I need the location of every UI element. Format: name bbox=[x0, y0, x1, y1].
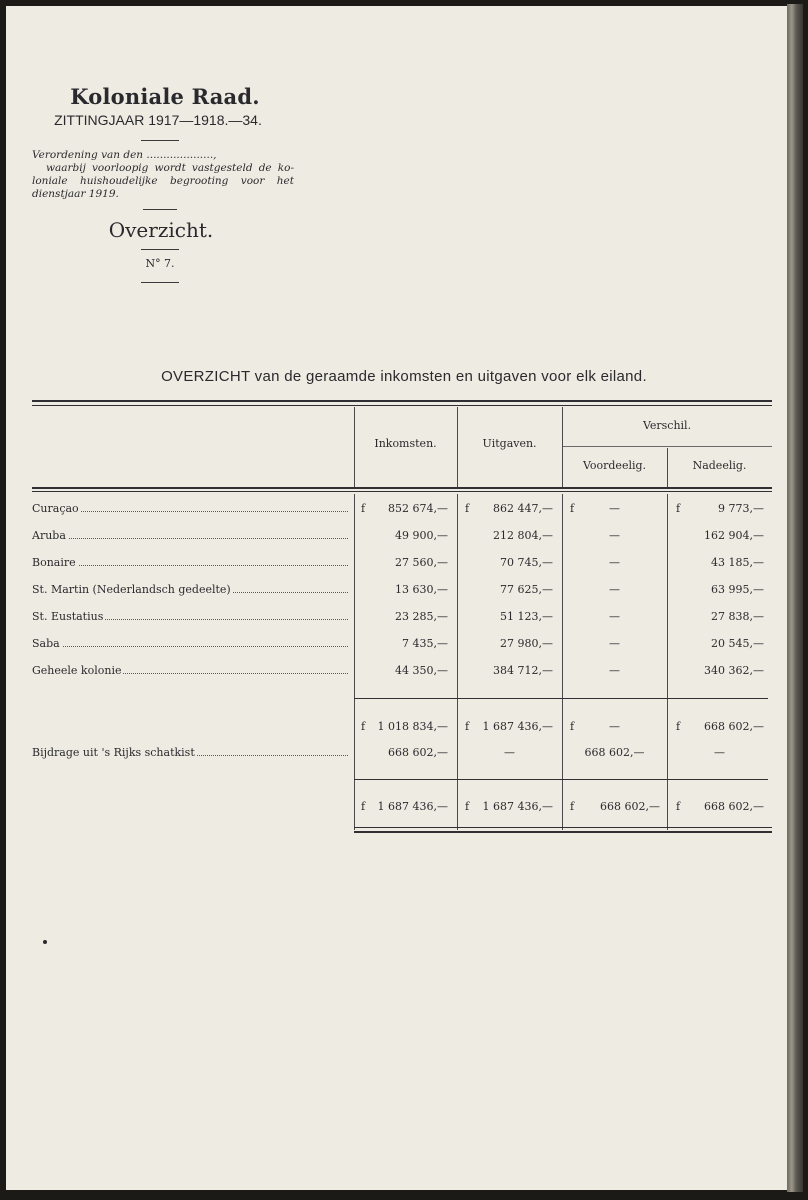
currency-sign: f bbox=[570, 720, 575, 733]
cell-nadeelig: 43 185,— bbox=[711, 556, 764, 569]
page-edge bbox=[787, 4, 803, 1192]
currency-sign: f bbox=[465, 720, 470, 733]
ordinance-line: Verordening van den ...................., bbox=[32, 149, 217, 161]
column-header-verschil: Verschil. bbox=[642, 419, 692, 432]
cell-nadeelig: 63 995,— bbox=[711, 583, 764, 596]
bijdrage-label: Bijdrage uit 's Rijks schatkist bbox=[32, 746, 348, 759]
table-row-label: Saba bbox=[32, 637, 348, 650]
divider bbox=[141, 249, 179, 250]
ordinance-line: loniale huishoudelijke begrooting voor het bbox=[32, 175, 294, 187]
cell-voordeelig: — bbox=[609, 556, 620, 569]
table-row-label: Aruba bbox=[32, 529, 348, 542]
column-header-voordeelig: Voordeelig. bbox=[582, 459, 647, 472]
table-top-rule bbox=[32, 400, 772, 402]
subtotal-uitgaven: 1 687 436,— bbox=[482, 720, 553, 733]
currency-sign: f bbox=[676, 800, 681, 813]
currency-sign: f bbox=[465, 502, 470, 515]
ordinance-line: waarbij voorloopig wordt vastgesteld de ko- bbox=[46, 162, 294, 174]
cell-voordeelig: — bbox=[609, 664, 620, 677]
table-bottom-rule bbox=[354, 831, 772, 833]
verschil-rule bbox=[563, 446, 772, 447]
table-heading: OVERZICHT van de geraamde inkomsten en uitgaven voor elk eiland. bbox=[161, 368, 647, 385]
table-row-label: Bonaire bbox=[32, 556, 348, 569]
table-bottom-rule bbox=[354, 827, 772, 828]
ordinance-text bbox=[32, 149, 294, 201]
total-nadeelig: 668 602,— bbox=[704, 800, 764, 813]
currency-sign: f bbox=[465, 800, 470, 813]
currency-sign: f bbox=[676, 720, 681, 733]
table-row-label: Curaçao bbox=[32, 502, 348, 515]
total-inkomsten: 1 687 436,— bbox=[377, 800, 448, 813]
cell-uitgaven: 70 745,— bbox=[500, 556, 553, 569]
cell-nadeelig: 340 362,— bbox=[704, 664, 764, 677]
total-rule bbox=[354, 779, 768, 780]
cell-inkomsten: 7 435,— bbox=[402, 637, 448, 650]
divider bbox=[141, 140, 179, 141]
bijdrage-voordeelig: 668 602,— bbox=[584, 746, 645, 759]
document-number: N° 7. bbox=[145, 257, 175, 270]
cell-voordeelig: — bbox=[609, 637, 620, 650]
currency-sign: f bbox=[570, 502, 575, 515]
header-bottom-rule bbox=[32, 491, 772, 492]
column-header-inkomsten: Inkomsten. bbox=[374, 437, 437, 450]
ink-spot bbox=[43, 940, 47, 944]
table-row-label: St. Eustatius bbox=[32, 610, 348, 623]
currency-sign: f bbox=[361, 502, 366, 515]
table-top-rule bbox=[32, 405, 772, 406]
table-row-label: St. Martin (Nederlandsch gedeelte) bbox=[32, 583, 348, 596]
cell-uitgaven: 862 447,— bbox=[493, 502, 553, 515]
ordinance-line: dienstjaar 1919. bbox=[32, 188, 119, 200]
total-voordeelig: 668 602,— bbox=[600, 800, 660, 813]
cell-nadeelig: 162 904,— bbox=[704, 529, 764, 542]
subtotal-rule bbox=[354, 698, 768, 699]
column-header-nadeelig: Nadeelig. bbox=[692, 459, 747, 472]
overzicht-title: Overzicht. bbox=[108, 218, 214, 242]
cell-uitgaven: 51 123,— bbox=[500, 610, 553, 623]
document-title: Koloniale Raad. bbox=[70, 84, 260, 109]
cell-nadeelig: 20 545,— bbox=[711, 637, 764, 650]
bijdrage-inkomsten: 668 602,— bbox=[388, 746, 448, 759]
bijdrage-uitgaven: — bbox=[504, 746, 515, 759]
cell-uitgaven: 384 712,— bbox=[493, 664, 553, 677]
cell-inkomsten: 44 350,— bbox=[395, 664, 448, 677]
cell-inkomsten: 852 674,— bbox=[388, 502, 448, 515]
cell-uitgaven: 27 980,— bbox=[500, 637, 553, 650]
cell-inkomsten: 27 560,— bbox=[395, 556, 448, 569]
subtotal-voordeelig: — bbox=[609, 720, 620, 733]
cell-inkomsten: 23 285,— bbox=[395, 610, 448, 623]
cell-voordeelig: — bbox=[609, 529, 620, 542]
currency-sign: f bbox=[361, 800, 366, 813]
currency-sign: f bbox=[570, 800, 575, 813]
cell-inkomsten: 49 900,— bbox=[395, 529, 448, 542]
currency-sign: f bbox=[361, 720, 366, 733]
session-year: ZITTINGJAAR 1917—1918.—34. bbox=[54, 112, 262, 128]
column-header-uitgaven: Uitgaven. bbox=[482, 437, 537, 450]
subtotal-nadeelig: 668 602,— bbox=[704, 720, 764, 733]
divider bbox=[141, 282, 179, 283]
cell-inkomsten: 13 630,— bbox=[395, 583, 448, 596]
subtotal-inkomsten: 1 018 834,— bbox=[377, 720, 448, 733]
total-uitgaven: 1 687 436,— bbox=[482, 800, 553, 813]
table-row-label: Geheele kolonie bbox=[32, 664, 348, 677]
cell-voordeelig: — bbox=[609, 610, 620, 623]
cell-voordeelig: — bbox=[609, 583, 620, 596]
bijdrage-nadeelig: — bbox=[714, 746, 725, 759]
cell-voordeelig: — bbox=[609, 502, 620, 515]
currency-sign: f bbox=[676, 502, 681, 515]
cell-uitgaven: 77 625,— bbox=[500, 583, 553, 596]
cell-nadeelig: 27 838,— bbox=[711, 610, 764, 623]
cell-uitgaven: 212 804,— bbox=[493, 529, 553, 542]
cell-nadeelig: 9 773,— bbox=[718, 502, 764, 515]
divider bbox=[143, 209, 177, 210]
header-bottom-rule bbox=[32, 487, 772, 489]
